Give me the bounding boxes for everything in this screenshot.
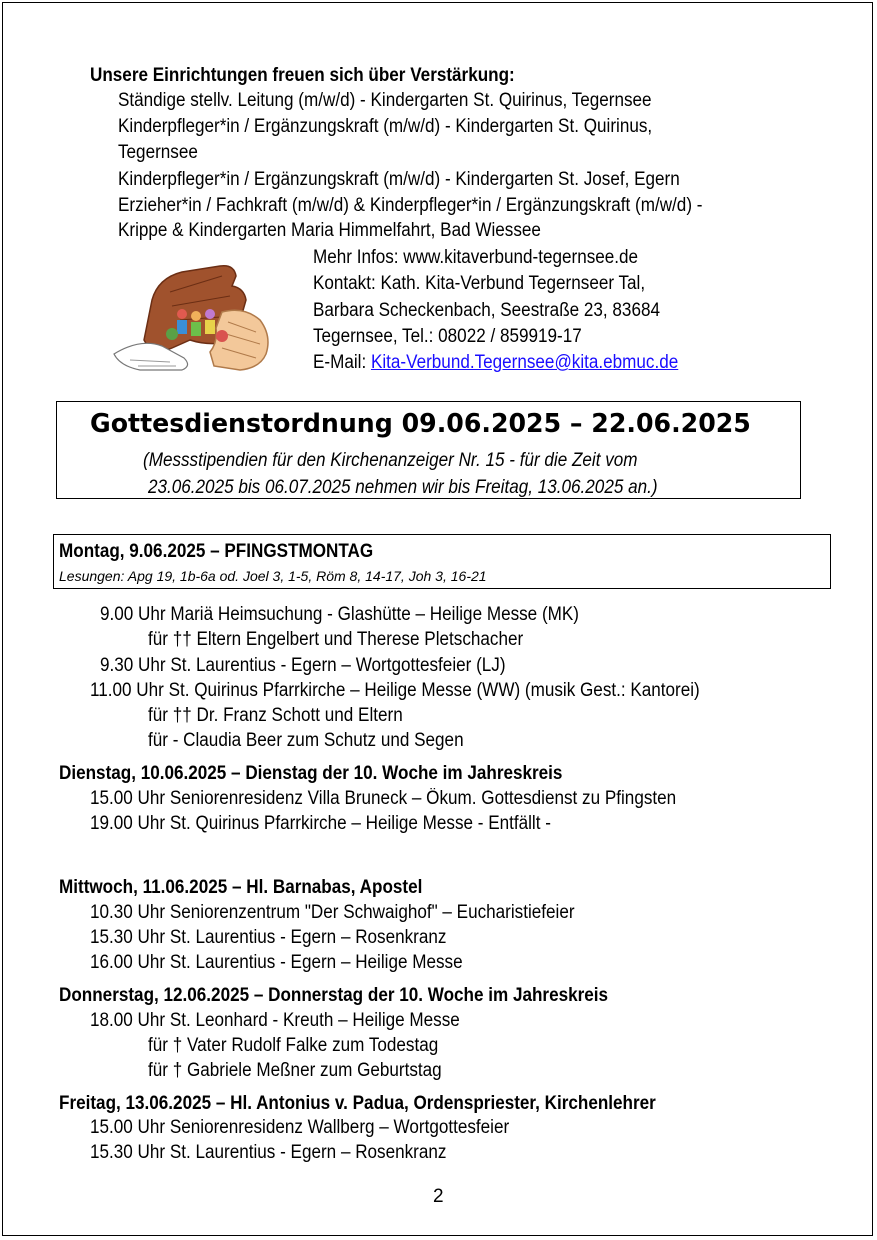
jobs-heading: Unsere Einrichtungen freuen sich über Verstärkung: (90, 65, 515, 86)
job-line: Kinderpfleger*in / Ergänzungskraft (m/w/d) - Kindergarten St. Quirinus, (118, 116, 653, 137)
service-line: 11.00 Uhr St. Quirinus Pfarrkirche – Heilige Messe (WW) (musik Gest.: Kantorei) (90, 680, 700, 701)
contact-line: Kontakt: Kath. Kita-Verbund Tegernseer Tal, (313, 273, 646, 294)
service-line: 15.00 Uhr Seniorenresidenz Villa Bruneck – Ökum. Gottesdienst zu Pfingsten (90, 788, 677, 809)
day-heading: Donnerstag, 12.06.2025 – Donnerstag der 10. Woche im Jahreskreis (59, 985, 609, 1006)
service-line: 9.00 Uhr Mariä Heimsuchung - Glashütte – Heilige Messe (MK) (100, 604, 579, 625)
readings: Lesungen: Apg 19, 1b-6a od. Joel 3, 1-5, Röm 8, 14-17, Joh 3, 16-21 (59, 568, 487, 584)
service-line: 10.30 Uhr Seniorenzentrum "Der Schwaighof" – Eucharistiefeier (90, 902, 575, 923)
job-line: Erzieher*in / Fachkraft (m/w/d) & Kinderpfleger*in / Ergänzungskraft (m/w/d) - (118, 195, 703, 216)
intention-line: für †† Eltern Engelbert und Therese Pletschacher (148, 629, 524, 650)
job-line: Krippe & Kindergarten Maria Himmelfahrt, Bad Wiessee (118, 220, 541, 241)
job-line: Ständige stellv. Leitung (m/w/d) - Kindergarten St. Quirinus, Tegernsee (118, 90, 652, 111)
service-line: 19.00 Uhr St. Quirinus Pfarrkirche – Heilige Messe - Entfällt - (90, 813, 551, 834)
service-line: 15.30 Uhr St. Laurentius - Egern – Rosenkranz (90, 1142, 447, 1163)
contact-line: Tegernsee, Tel.: 08022 / 859919-17 (313, 326, 582, 347)
email-link[interactable]: Kita-Verbund.Tegernsee@kita.ebmuc.de (370, 352, 679, 373)
contact-line: Barbara Scheckenbach, Seestraße 23, 83684 (313, 300, 660, 321)
day-heading: Mittwoch, 11.06.2025 – Hl. Barnabas, Apostel (59, 877, 423, 898)
services-note: 23.06.2025 bis 06.07.2025 nehmen wir bis Freitag, 13.06.2025 an.) (148, 477, 658, 498)
intention-line: für † Vater Rudolf Falke zum Todestag (148, 1035, 439, 1056)
intention-line: für - Claudia Beer zum Schutz und Segen (148, 730, 464, 751)
email-label: E-Mail: (313, 352, 371, 373)
service-line: 15.00 Uhr Seniorenresidenz Wallberg – Wortgottesfeier (90, 1117, 510, 1138)
contact-line: Mehr Infos: www.kitaverbund-tegernsee.de (313, 247, 639, 268)
services-title: Gottesdienstordnung 09.06.2025 – 22.06.2025 (90, 409, 751, 439)
day-heading: Dienstag, 10.06.2025 – Dienstag der 10. Woche im Jahreskreis (59, 763, 563, 784)
service-line: 16.00 Uhr St. Laurentius - Egern – Heilige Messe (90, 952, 463, 973)
services-note: (Messstipendien für den Kirchenanzeiger Nr. 15 - für die Zeit vom (143, 450, 638, 471)
service-line: 9.30 Uhr St. Laurentius - Egern – Wortgottesfeier (LJ) (100, 655, 506, 676)
page-number: 2 (433, 1186, 444, 1207)
hands-children-illustration (110, 262, 275, 374)
day-heading: Montag, 9.06.2025 – PFINGSTMONTAG (59, 541, 374, 562)
service-line: 18.00 Uhr St. Leonhard - Kreuth – Heilige Messe (90, 1010, 460, 1031)
intention-line: für † Gabriele Meßner zum Geburtstag (148, 1060, 442, 1081)
contact-email-line (313, 350, 678, 375)
intention-line: für †† Dr. Franz Schott und Eltern (148, 705, 403, 726)
day-heading: Freitag, 13.06.2025 – Hl. Antonius v. Padua, Ordenspriester, Kirchenlehrer (59, 1093, 656, 1114)
job-line: Tegernsee (118, 142, 198, 163)
job-line: Kinderpfleger*in / Ergänzungskraft (m/w/d) - Kindergarten St. Josef, Egern (118, 169, 680, 190)
service-line: 15.30 Uhr St. Laurentius - Egern – Rosenkranz (90, 927, 447, 948)
